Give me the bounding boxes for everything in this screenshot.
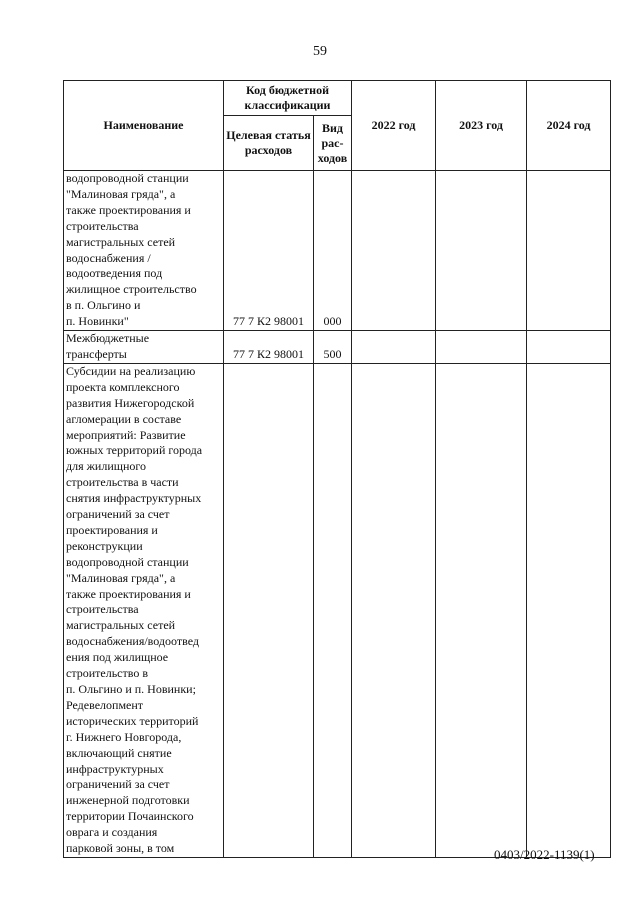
row-type-code: 000 [314,171,352,331]
budget-table [63,80,611,858]
row-2023 [436,171,527,331]
row-2024 [527,331,611,364]
document-footer-code: 0403/2022-1139(1) [494,847,595,862]
table-row [64,331,611,364]
row-2024 [527,363,611,857]
header-2023: 2023 год [436,81,527,171]
table-row [64,363,611,857]
header-2022: 2022 год [352,81,436,171]
header-name: Наименование [64,81,224,171]
row-2024 [527,171,611,331]
row-type-code: 500 [314,331,352,364]
header-classification-group: Код бюджетной классификации [224,81,352,116]
row-2022 [352,331,436,364]
table-row [64,171,611,331]
row-name: водопроводной станции "Малиновая гряда", а также проектирования и строительства магистральных сетей водоснабжения / водоотведения под жилищное строительство в п. Ольгино и п. Новинки" [64,171,224,331]
header-2024: 2024 год [527,81,611,171]
row-target-code: 77 7 К2 98001 [224,171,314,331]
row-target-code [224,363,314,857]
header-row-top [64,81,611,116]
header-expense-type: Вид рас-ходов [314,116,352,171]
row-2022 [352,363,436,857]
row-2022 [352,171,436,331]
row-name: Межбюджетные трансферты [64,331,224,364]
row-type-code [314,363,352,857]
page-number: 59 [313,44,327,59]
row-target-code: 77 7 К2 98001 [224,331,314,364]
row-name: Субсидии на реализацию проекта комплексного развития Нижегородской агломерации в составе мероприятий: Развитие южных территорий города для жилищного строительства в части снятия инфраструктурных ограничений за счет проектирования и реконструкции водопроводной станции "Малиновая гряда", а также проектирования и строительства магистральных сетей водоснабжения/водоотвед ения под жилищное строительство в п. Ольгино и п. Новинки; Редевелопмент исторических территорий г. Нижнего Новгорода, включающий снятие инфраструктурных ограничений за счет инженерной подготовки территории Почаинского оврага и создания парковой зоны, в том [64,363,224,857]
row-2023 [436,331,527,364]
row-2023 [436,363,527,857]
header-target-article: Целевая статья расходов [224,116,314,171]
